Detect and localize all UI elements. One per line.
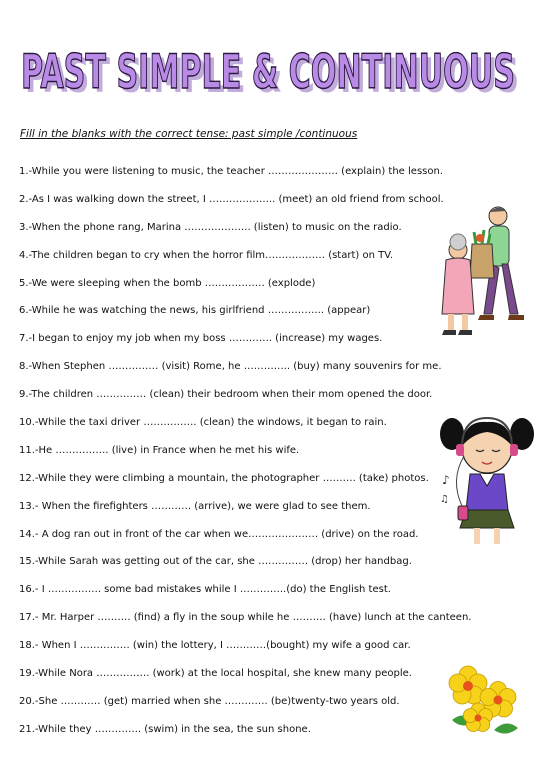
exercise-item: 11.-He ……………. (live) in France when he met his wife. — [19, 444, 300, 456]
girl-with-headphones-clipart — [440, 410, 534, 550]
exercise-item: 8.-When Stephen …………… (visit) Rome, he ………….. (buy) many souvenirs for me. — [19, 361, 442, 373]
exercise-item: 4.-The children began to cry when the horror film……………… (start) on TV. — [19, 249, 393, 261]
svg-text:♪: ♪ — [442, 473, 450, 487]
elderly-couple-clipart — [436, 202, 528, 338]
exercise-item: 5.-We were sleeping when the bomb ……………… (explode) — [19, 277, 316, 289]
exercise-item: 2.-As I was walking down the street, I ……………….. (meet) an old friend from school. — [19, 193, 444, 205]
yellow-flowers-clipart — [444, 660, 524, 740]
title-text: PAST SIMPLE & CONTINUOUS — [21, 45, 515, 100]
exercise-item: 13.- When the firefighters ………… (arrive), we were glad to see them. — [19, 500, 371, 512]
title-shadow-text: PAST SIMPLE & CONTINUOUS — [25, 49, 519, 104]
exercise-item: 12.-While they were climbing a mountain, the photographer ………. (take) photos. — [19, 472, 429, 484]
exercise-item: 20.-She ………… (get) married when she …………. (be)twenty-two years old. — [19, 695, 400, 707]
exercise-item: 6.-While he was watching the news, his girlfriend …………….. (appear) — [19, 305, 371, 317]
exercise-item: 3.-When the phone rang, Marina ……………….. (listen) to music on the radio. — [19, 221, 402, 233]
exercise-item: 17.- Mr. Harper ………. (find) a fly in the soup while he ………. (have) lunch at the canteen. — [19, 612, 472, 624]
worksheet-title — [14, 34, 526, 106]
exercise-item: 15.-While Sarah was getting out of the car, she …………… (drop) her handbag. — [19, 556, 412, 568]
exercise-item: 19.-While Nora ……………. (work) at the local hospital, she knew many people. — [19, 668, 412, 680]
exercise-item: 1.-While you were listening to music, the teacher ………………… (explain) the lesson. — [19, 166, 443, 177]
svg-text:♫: ♫ — [440, 494, 449, 505]
exercise-item: 7.-I began to enjoy my job when my boss …………. (increase) my wages. — [19, 333, 383, 345]
exercise-list — [19, 158, 489, 744]
instruction-text: Fill in the blanks with the correct tense: past simple /continuous — [20, 128, 358, 140]
exercise-item: 10.-While the taxi driver ……………. (clean) the windows, it began to rain. — [19, 417, 387, 429]
exercise-item: 16.- I ……………. some bad mistakes while I …………..(do) the English test. — [19, 584, 391, 596]
exercise-item: 14.- A dog ran out in front of the car when we………………… (drive) on the road. — [19, 528, 419, 540]
exercise-item: 21.-While they ………….. (swim) in the sea, the sun shone. — [19, 723, 311, 735]
exercise-item: 18.- When I …………… (win) the lottery, I …………(bought) my wife a good car. — [19, 640, 411, 652]
exercise-item: 9.-The children …………… (clean) their bedroom when their mom opened the door. — [19, 389, 433, 401]
